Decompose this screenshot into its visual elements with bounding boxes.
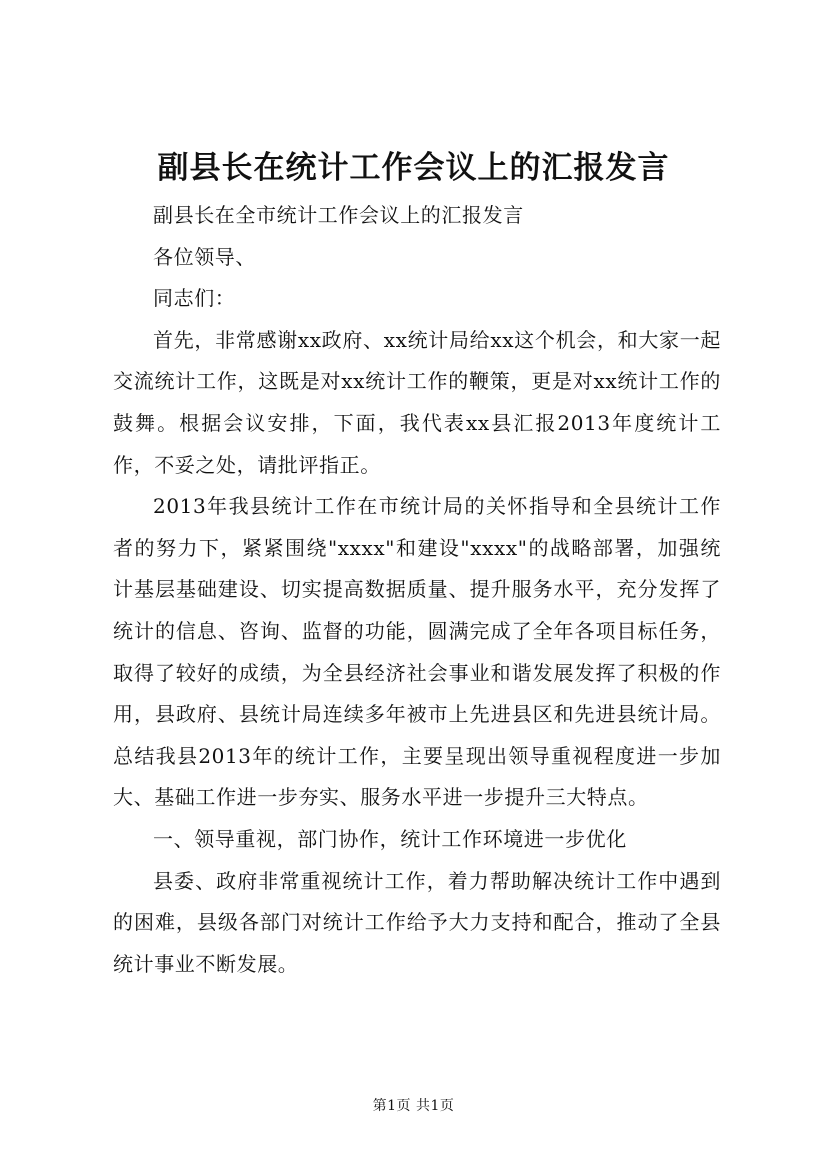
document-title: 副县长在统计工作会议上的汇报发言	[157, 150, 670, 186]
section-heading: 一、领导重视，部门协作，统计工作环境进一步优化	[153, 826, 627, 851]
body-paragraph: 县委、政府非常重视统计工作，着力帮助解决统计工作中遇到的困难，县级各部门对统计工作给予大力支持和配合，推动了全县统计事业不断发展。	[113, 868, 721, 976]
document-body	[113, 195, 721, 985]
salutation-line-1: 各位领导、	[153, 244, 256, 269]
body-paragraph: 首先，非常感谢xx政府、xx统计局给xx这个机会，和大家一起交流统计工作，这既是对xx统计工作的鞭策，更是对xx统计工作的鼓舞。根据会议安排，下面，我代表xx县汇报2013年度统计工作，不妥之处，请批评指正。	[113, 327, 721, 477]
subtitle-paragraph: 副县长在全市统计工作会议上的汇报发言	[153, 203, 524, 227]
page-footer: 第1页 共1页	[372, 1098, 455, 1114]
salutation-line-2: 同志们：	[153, 286, 236, 311]
body-paragraph: 2013年我县统计工作在市统计局的关怀指导和全县统计工作者的努力下，紧紧围绕"xxxx"和建设"xxxx"的战略部署，加强统计基层基础建设、切实提高数据质量、提升服务水平，充分发挥了统计的信息、咨询、监督的功能，圆满完成了全年各项目标任务，取得了较好的成绩，为全县经济社会事业和谐发展发挥了积极的作用，县政府、县统计局连续多年被市上先进县区和先进县统计局。总结我县2013年的统计工作，主要呈现出领导重视程度进一步加大、基础工作进一步夯实、服务水平进一步提升三大特点。	[113, 494, 721, 810]
